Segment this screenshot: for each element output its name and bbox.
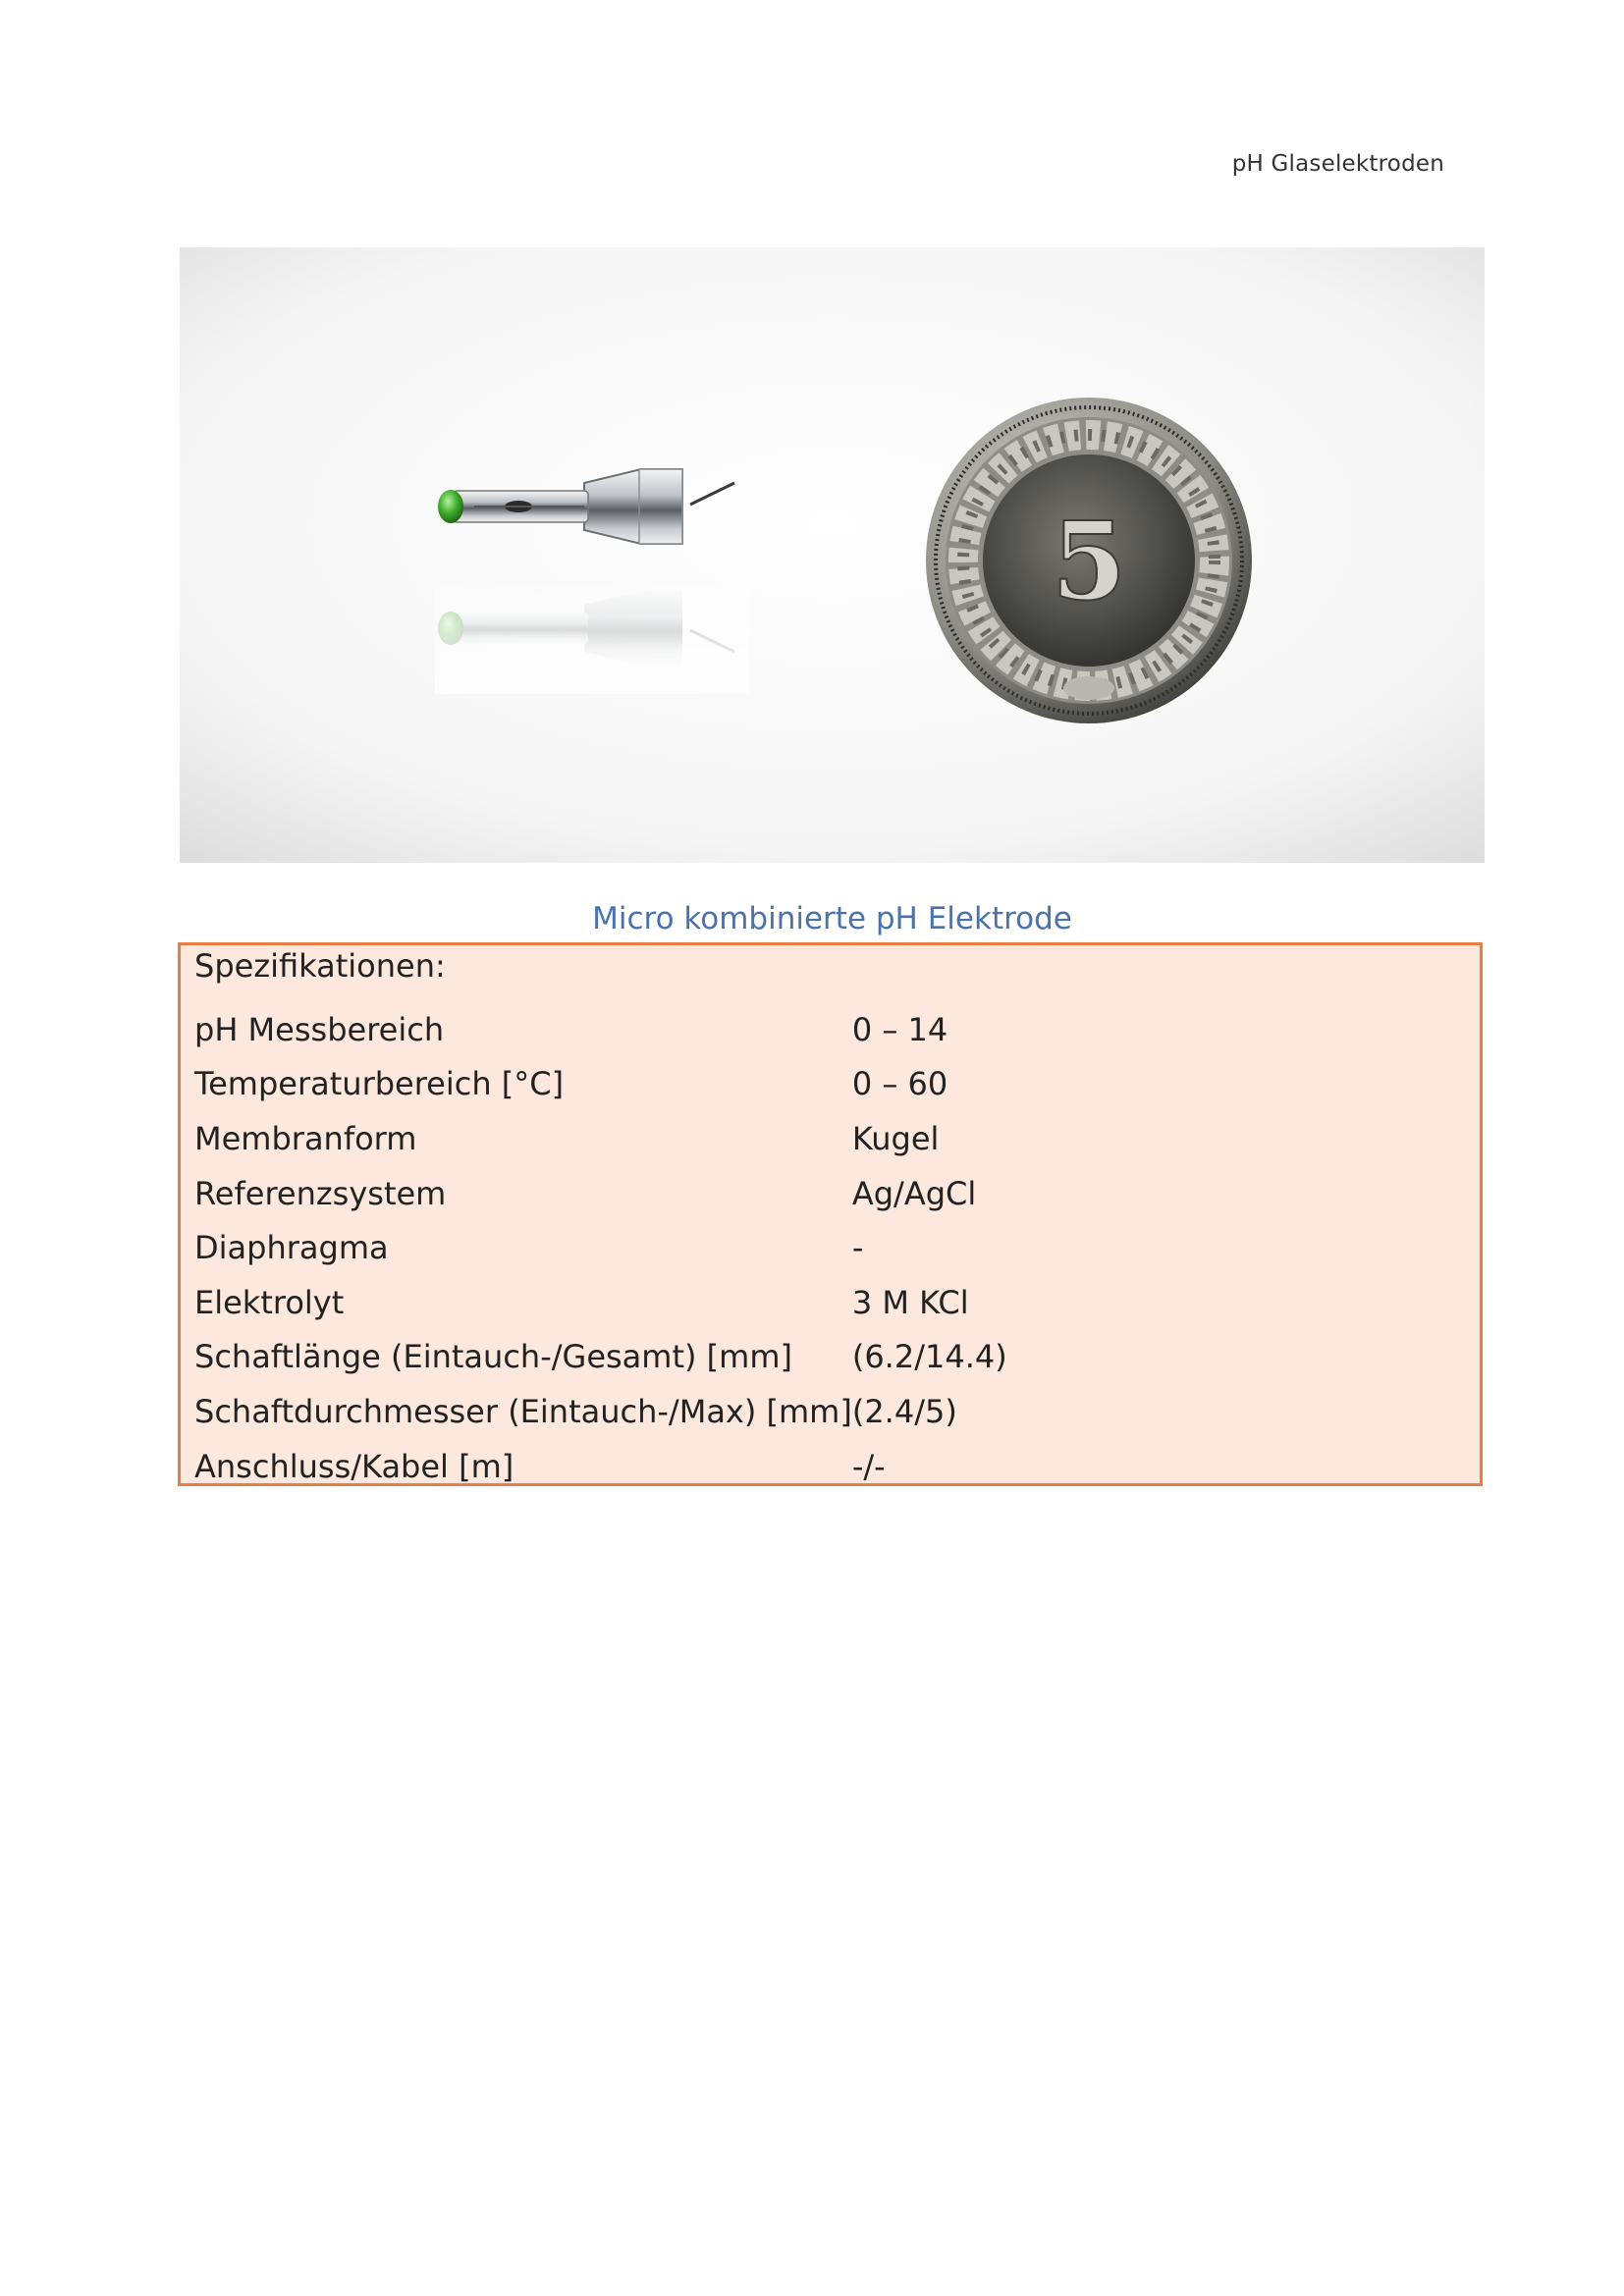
spec-value: Kugel (851, 1119, 940, 1157)
specifications-box (178, 942, 1483, 1486)
table-row (194, 1275, 1441, 1330)
spec-value: 3 M KCl (851, 1283, 969, 1321)
spec-label: Membranform (194, 1119, 417, 1157)
specifications-table (194, 1002, 1441, 1493)
product-photo (180, 247, 1485, 863)
spec-value: -/- (851, 1447, 886, 1485)
electrode-and-coin-illustration (180, 247, 1485, 863)
spec-value: 0 – 60 (851, 1065, 948, 1103)
table-row (194, 1330, 1441, 1385)
spec-label: Schaftlänge (Eintauch-/Gesamt) [mm] (194, 1338, 792, 1376)
spec-label: Elektrolyt (194, 1283, 345, 1321)
spec-value: - (851, 1229, 864, 1267)
product-title: Micro kombinierte pH Elektrode (592, 901, 1072, 936)
table-row (194, 1384, 1441, 1439)
spec-label: Schaftdurchmesser (Eintauch-/Max) [mm] (194, 1392, 852, 1430)
table-row (194, 1111, 1441, 1166)
table-row (194, 1002, 1441, 1057)
page-header-title: pH Glaselektroden (1231, 151, 1444, 177)
table-row (194, 1439, 1441, 1494)
table-row (194, 1057, 1441, 1112)
spec-value: 0 – 14 (851, 1010, 948, 1048)
spec-value: Ag/AgCl (851, 1174, 977, 1212)
coin-image (926, 398, 1252, 723)
spec-label: Temperaturbereich [°C] (194, 1065, 565, 1103)
spec-label: Referenzsystem (194, 1174, 447, 1212)
coin-numeral: 5 (1051, 498, 1127, 624)
table-row (194, 1220, 1441, 1275)
spec-value: (2.4/5) (851, 1392, 957, 1430)
spec-label: pH Messbereich (194, 1010, 445, 1048)
spec-label: Anschluss/Kabel [m] (194, 1447, 514, 1485)
specifications-heading: Spezifikationen: (194, 947, 446, 985)
table-row (194, 1166, 1441, 1221)
spec-value: (6.2/14.4) (851, 1338, 1007, 1376)
spec-label: Diaphragma (194, 1229, 389, 1267)
